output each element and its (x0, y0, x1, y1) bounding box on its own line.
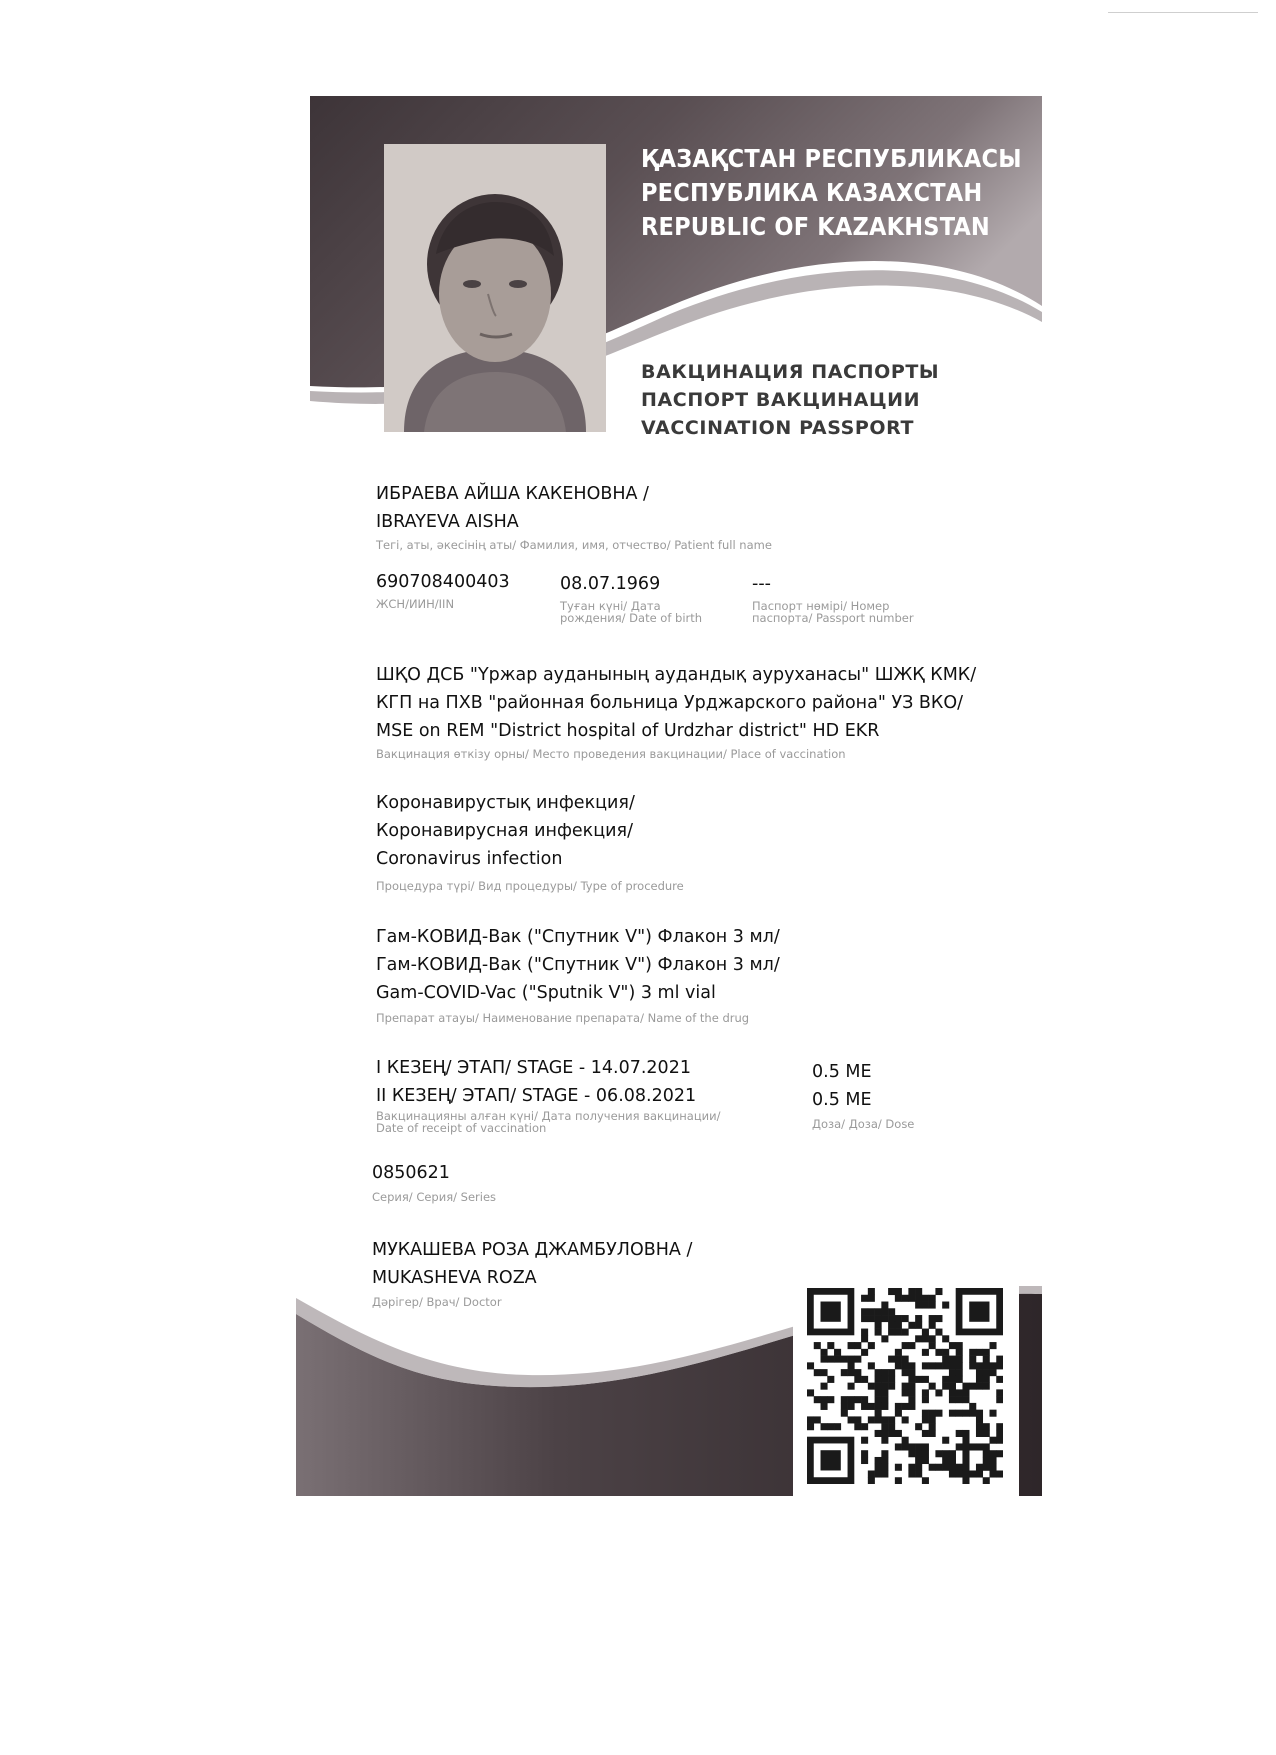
stage-2: II КЕЗЕҢ/ ЭТАП/ STAGE - 06.08.2021 (376, 1086, 697, 1106)
iin-field (376, 568, 510, 611)
dob-label-2: рождения/ Date of birth (560, 611, 703, 625)
passport-number-field (752, 570, 914, 624)
patient-name-field (376, 480, 772, 552)
patient-name-ru: ИБРАЕВА АЙША КАКЕНОВНА / (376, 484, 649, 504)
qr-code (793, 1276, 1019, 1496)
vaccination-date-label-1: Вакцинацияны алған күні/ Дата получения вакцинации/ (376, 1109, 721, 1123)
dose-field (812, 1058, 914, 1131)
document-title-en: VACCINATION PASSPORT (641, 417, 915, 439)
procedure-line-3: Coronavirus infection (376, 849, 563, 869)
scan-edge-mark (1108, 12, 1258, 13)
series-value: 0850621 (372, 1163, 450, 1183)
place-field (376, 661, 976, 761)
drug-line-1: Гам-КОВИД-Вак ("Спутник V") Флакон 3 мл/ (376, 927, 780, 947)
place-label: Вакцинация өткізу орны/ Место проведения вакцинации/ Place of vaccination (376, 747, 846, 761)
document-title-ru: ПАСПОРТ ВАКЦИНАЦИИ (641, 389, 921, 411)
place-line-1: ШҚО ДСБ "Үржар ауданының аудандық ауруханасы" ШЖҚ КМК/ (376, 665, 977, 685)
stage-1: I КЕЗЕҢ/ ЭТАП/ STAGE - 14.07.2021 (376, 1058, 691, 1078)
passport-number-label-2: паспорта/ Passport number (752, 611, 914, 625)
drug-label: Препарат атауы/ Наименование препарата/ Name of the drug (376, 1011, 750, 1025)
patient-photo (384, 144, 606, 432)
drug-field (376, 923, 780, 1025)
procedure-line-2: Коронавирусная инфекция/ (376, 821, 633, 841)
dose-2: 0.5 МЕ (812, 1090, 872, 1110)
country-title-kk: ҚАЗАҚСТАН РЕСПУБЛИКАСЫ (641, 144, 1022, 173)
patient-name-en: IBRAYEVA AISHA (376, 512, 519, 532)
iin-label: ЖСН/ИИН/IIN (376, 597, 455, 611)
dose-label: Доза/ Доза/ Dose (812, 1117, 915, 1131)
series-label: Серия/ Серия/ Series (372, 1190, 497, 1204)
procedure-field (376, 789, 684, 893)
drug-line-2: Гам-КОВИД-Вак ("Спутник V") Флакон 3 мл/ (376, 955, 780, 975)
stages-field (376, 1054, 721, 1134)
doctor-label: Дәрігер/ Врач/ Doctor (372, 1295, 502, 1309)
vaccination-passport-card (296, 96, 1042, 1506)
dob-field (560, 570, 702, 624)
passport-number-value: --- (752, 574, 771, 594)
procedure-line-1: Коронавирустық инфекция/ (376, 793, 635, 813)
iin-value: 690708400403 (376, 572, 510, 592)
document-title-kk: ВАКЦИНАЦИЯ ПАСПОРТЫ (641, 361, 940, 383)
dose-1: 0.5 МЕ (812, 1062, 872, 1082)
patient-name-label: Тегі, аты, әкесінің аты/ Фамилия, имя, отчество/ Patient full name (376, 538, 772, 552)
country-title-en: REPUBLIC OF KAZAKHSTAN (641, 212, 990, 241)
country-title (641, 142, 1022, 244)
qr-code-icon (807, 1288, 1003, 1484)
passport-number-label-1: Паспорт нөмірі/ Номер (752, 599, 890, 613)
place-line-3: MSE on REM "District hospital of Urdzhar district" HD EKR (376, 721, 880, 741)
procedure-label: Процедура түрі/ Вид процедуры/ Type of procedure (376, 879, 684, 893)
document-title (641, 358, 939, 442)
doctor-name-en: MUKASHEVA ROZA (372, 1268, 537, 1288)
drug-line-3: Gam-COVID-Vac ("Sputnik V") 3 ml vial (376, 983, 716, 1003)
series-field (372, 1159, 496, 1204)
dob-value: 08.07.1969 (560, 574, 661, 594)
dob-label-1: Туған күні/ Дата (560, 599, 661, 613)
vaccination-date-label-2: Date of receipt of vaccination (376, 1121, 547, 1135)
doctor-name-ru: МУКАШЕВА РОЗА ДЖАМБУЛОВНА / (372, 1240, 693, 1260)
place-line-2: КГП на ПХВ "районная больница Урджарского района" УЗ ВКО/ (376, 693, 964, 713)
country-title-ru: РЕСПУБЛИКА КАЗАХСТАН (641, 178, 983, 207)
